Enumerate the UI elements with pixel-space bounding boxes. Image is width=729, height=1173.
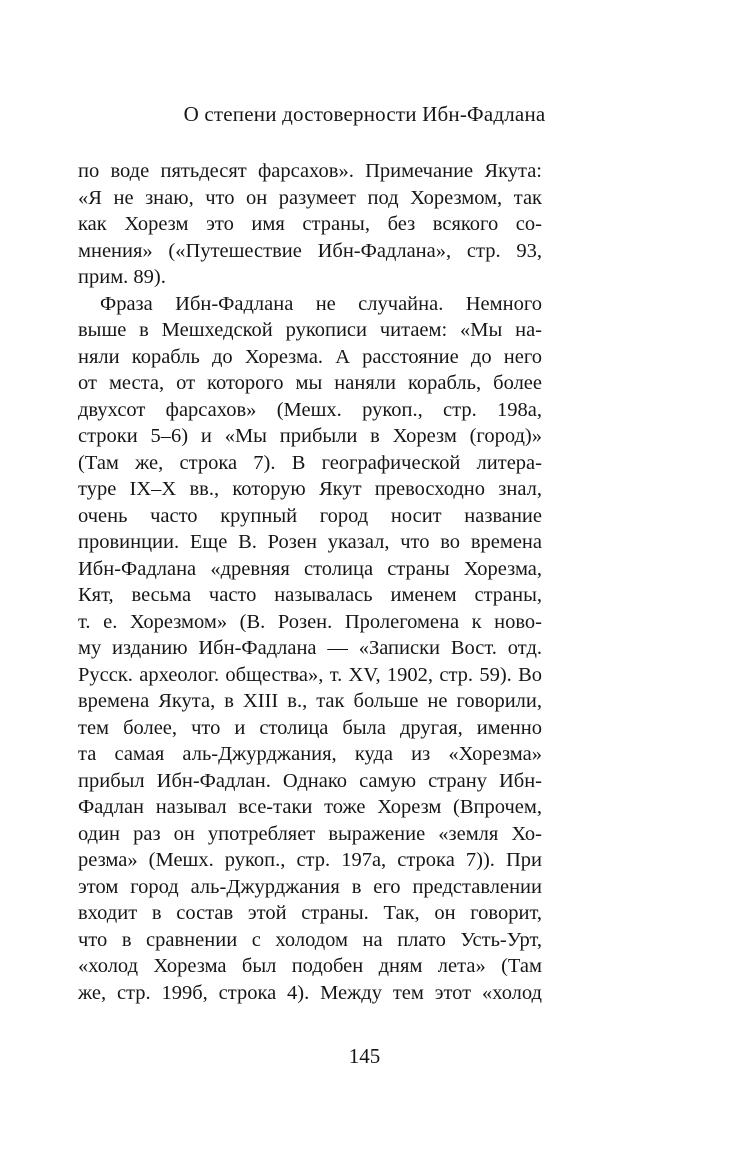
text-line: т. е. Хорезмом» (В. Розен. Пролегомена к ново- [78, 610, 542, 633]
text-line: Русск. археолог. общества», т. XV, 1902, стр. 59). Во [78, 663, 542, 686]
text-line: Ибн-Фадлана «древняя столица страны Хорезма, [78, 557, 542, 580]
text-line: очень часто крупный город носит название [78, 504, 542, 527]
text-line: один раз он употребляет выражение «земля Хо- [78, 822, 542, 845]
body-text [78, 158, 542, 1006]
text-line: двухсот фарсахов» (Мешх. рукоп., стр. 198а, [78, 398, 542, 421]
paragraph-first-line: Фраза Ибн-Фадлана не случайна. Немного [100, 292, 542, 315]
running-head: О степени достоверности Ибн-Фадлана [183, 102, 546, 126]
text-line: провинции. Еще В. Розен указал, что во времена [78, 531, 542, 553]
text-line: строки 5–6) и «Мы прибыли в Хорезм (город)» [78, 425, 542, 447]
text-line: Фадлан называл все-таки тоже Хорезм (Впрочем, [78, 796, 542, 818]
text-line: от места, от которого мы наняли корабль, более [78, 372, 542, 394]
text-line: туре IX–X вв., которую Якут превосходно знал, [78, 478, 542, 500]
text-line: няли корабль до Хорезма. А расстояние до него [78, 345, 542, 368]
page-number: 145 [348, 1044, 381, 1068]
text-line: му изданию Ибн-Фадлана — «Записки Вост. отд. [78, 637, 542, 659]
text-line: что в сравнении с холодом на плато Усть-Урт, [78, 928, 542, 951]
text-line: мнения» («Путешествие Ибн-Фадлана», стр. 93, [78, 239, 542, 262]
text-line: резма» (Мешх. рукоп., стр. 197а, строка 7)). При [78, 849, 542, 871]
text-line: выше в Мешхедской рукописи читаем: «Мы на- [78, 319, 542, 341]
text-line: прибыл Ибн-Фадлан. Однако самую страну Ибн- [78, 769, 542, 792]
text-line: по воде пятьдесят фарсахов». Примечание Якута: [78, 160, 542, 182]
text-line: Кят, весьма часто называлась именем страны, [78, 584, 542, 606]
text-line: «Я не знаю, что он разумеет под Хорезмом, так [78, 186, 542, 209]
text-line: та самая аль-Джурджания, куда из «Хорезма» [78, 743, 542, 765]
text-line: входит в состав этой страны. Так, он говорит, [78, 902, 542, 924]
text-line: прим. 89). [78, 266, 166, 288]
text-line: времена Якута, в XIII в., так больше не говорили, [78, 690, 542, 712]
text-line: как Хорезм это имя страны, без всякого со- [78, 213, 542, 235]
text-line: «холод Хорезма был подобен дням лета» (Там [78, 955, 542, 977]
text-line: же, стр. 199б, строка 4). Между тем этот «холод [78, 981, 542, 1004]
text-line: этом город аль-Джурджания в его представлении [78, 875, 542, 898]
text-line: (Там же, строка 7). В географической литера- [78, 451, 542, 474]
text-line: тем более, что и столица была другая, именно [78, 716, 542, 739]
